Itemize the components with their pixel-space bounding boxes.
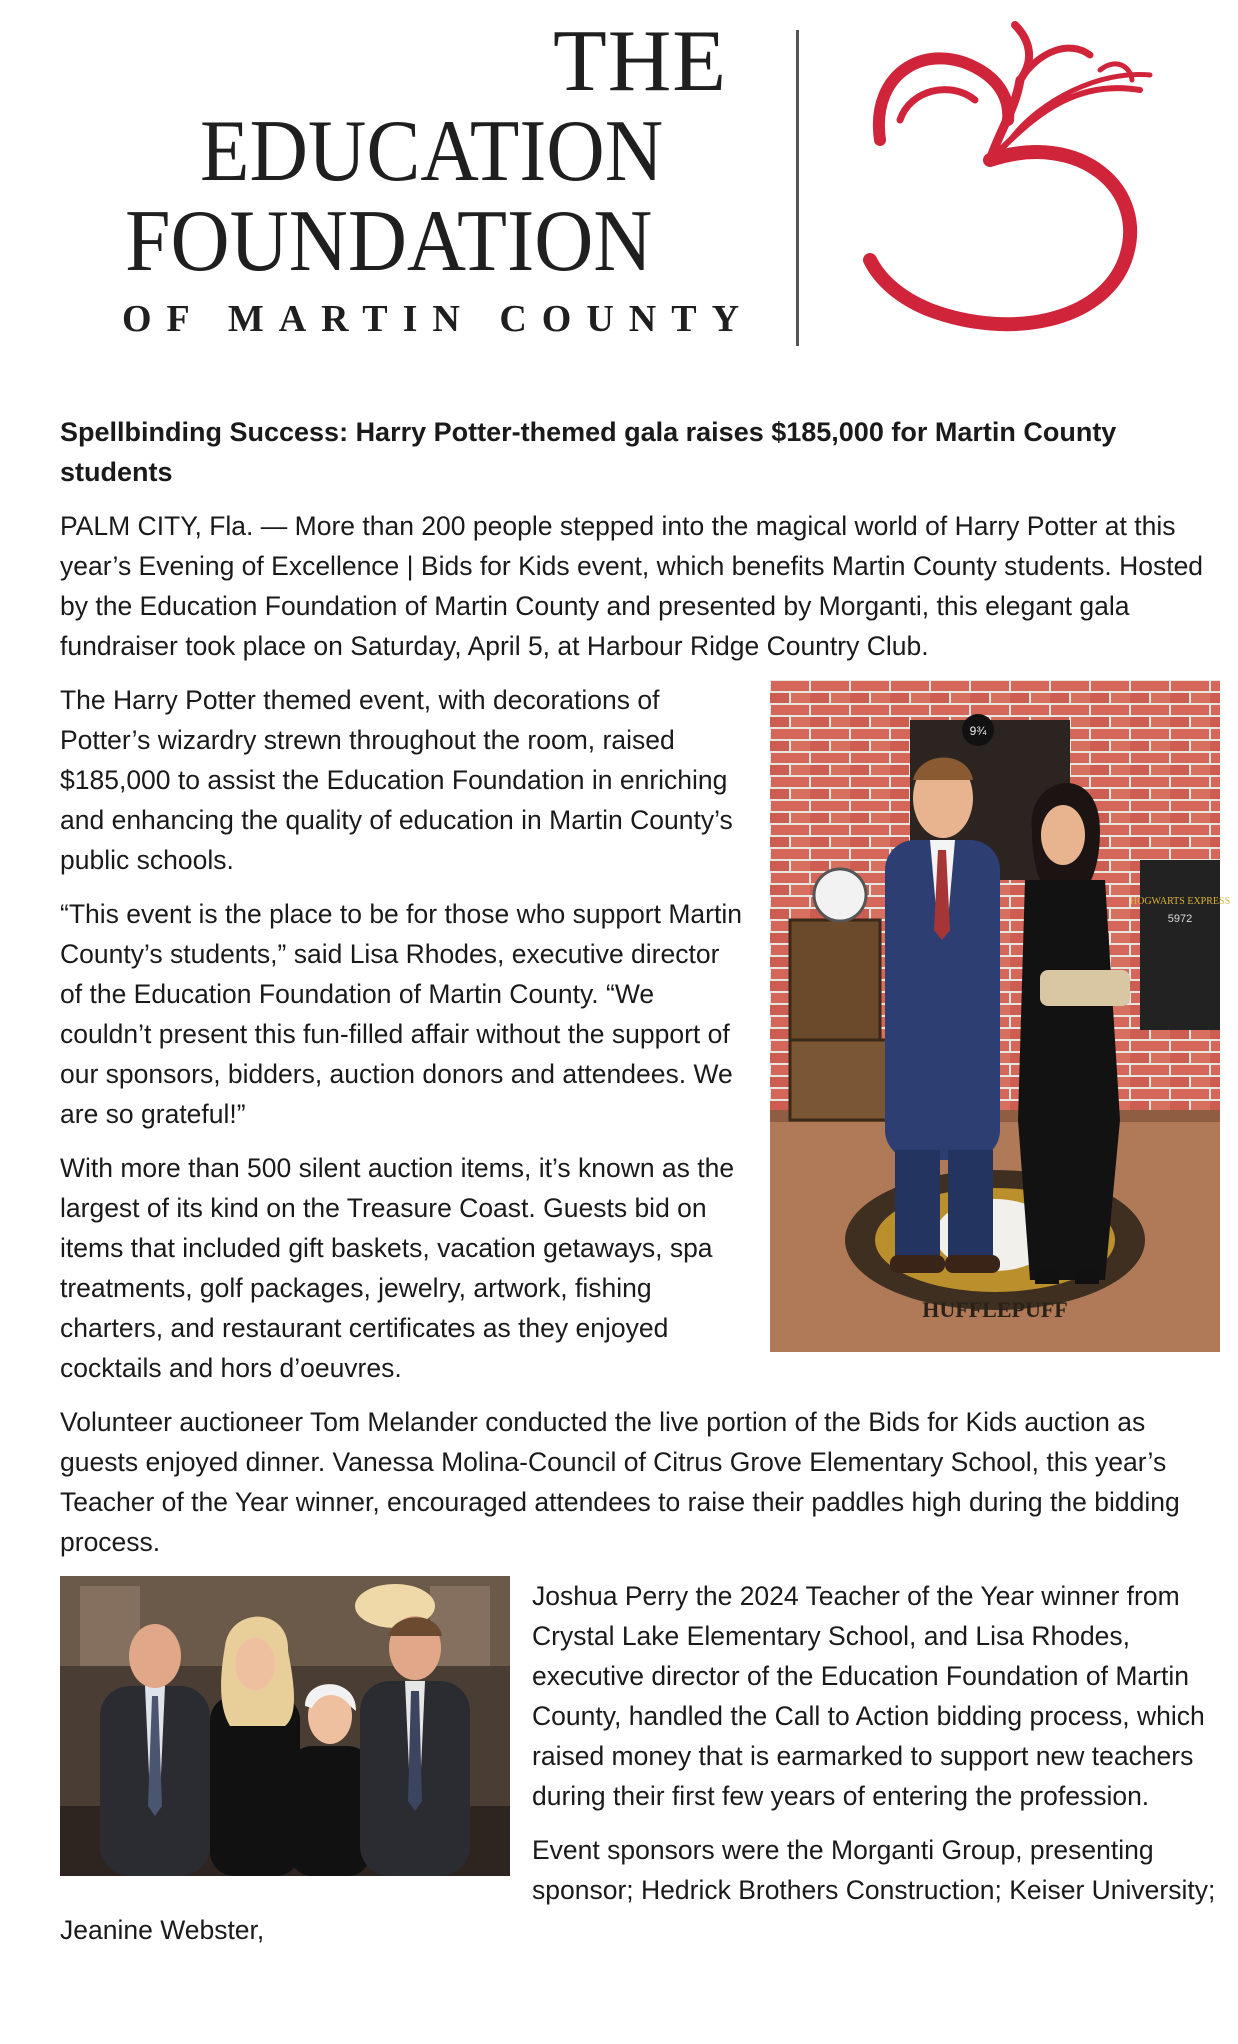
logo-line-education: EDUCATION bbox=[200, 103, 664, 200]
article bbox=[60, 412, 1231, 1964]
logo-line-martin-county: OF MARTIN COUNTY bbox=[122, 298, 755, 340]
gala-couple-photo bbox=[770, 680, 1231, 1352]
gala-group-photo bbox=[60, 1576, 510, 1876]
train-sign-text: HOGWARTS EXPRESS bbox=[1129, 896, 1231, 907]
paragraph-quote: “This event is the place to be for those who support Martin County’s students,” said Lisa Rhodes, executive director of the Education Foundation of Martin County. “We couldn’t present this fun-filled affair without the support of our sponsors, bidders, auction donors and attendees. We are so grateful!” bbox=[60, 899, 742, 1129]
paragraph-sponsors: Event sponsors were the Morganti Group, presenting sponsor; Hedrick Brothers Construction; Keiser University; Jeanine Webster, bbox=[60, 1835, 1216, 1945]
paragraph-silent-auction: With more than 500 silent auction items, it’s known as the largest of its kind on the Treasure Coast. Guests bid on items that included gift baskets, vacation getaways, spa treatments, golf packages, jewelry, artwork, fishing charters, and restaurant certificates as they enjoyed cocktails and hors d’oeuvres. bbox=[60, 1153, 735, 1383]
logo-line-foundation: FOUNDATION bbox=[125, 193, 653, 290]
paragraph-theme: The Harry Potter themed event, with decorations of Potter’s wizardry strewn throughout the room, raised $185,000 to assist the Education Foundation in enriching and enhancing the quality of education in Martin County’s public schools. bbox=[60, 685, 733, 875]
gala-group-photo-illustration bbox=[60, 1576, 510, 1876]
clock-number-text: 9¾ bbox=[969, 724, 987, 738]
paragraph-call-to-action: Joshua Perry the 2024 Teacher of the Year winner from Crystal Lake Elementary School, and Lisa Rhodes, executive director of the Education Foundation of Martin County, handled the Call to Action bidding process, which raised money that is earmarked to support new teachers during their first few years of entering the profession. bbox=[532, 1581, 1205, 1811]
logo-line-the: THE bbox=[553, 13, 728, 110]
paragraph-live-auction: Volunteer auctioneer Tom Melander conducted the live portion of the Bids for Kids auction as guests enjoyed dinner. Vanessa Molina-Council of Citrus Grove Elementary School, this year’s Teacher of the Year winner, encouraged attendees to raise their paddles high during the bidding process. bbox=[60, 1407, 1180, 1557]
gala-couple-photo-illustration bbox=[770, 680, 1231, 1352]
foundation-logo-icon bbox=[840, 10, 1170, 350]
article-headline: Spellbinding Success: Harry Potter-themed gala raises $185,000 for Martin County students bbox=[60, 417, 1117, 487]
train-number-text: 5972 bbox=[1167, 913, 1193, 925]
paragraph-intro: PALM CITY, Fla. — More than 200 people stepped into the magical world of Harry Potter at this year’s Evening of Excellence | Bids for Kids event, which benefits Martin County students. Hosted by the Education Foundation of Martin County and presented by Morganti, this elegant gala fundraiser took place on Saturday, April 5, at Harbour Ridge Country Club. bbox=[60, 511, 1204, 661]
header bbox=[0, 0, 1238, 370]
logo-divider bbox=[796, 30, 799, 346]
floor-emblem-text: HUFFLEPUFF bbox=[922, 1297, 1068, 1322]
